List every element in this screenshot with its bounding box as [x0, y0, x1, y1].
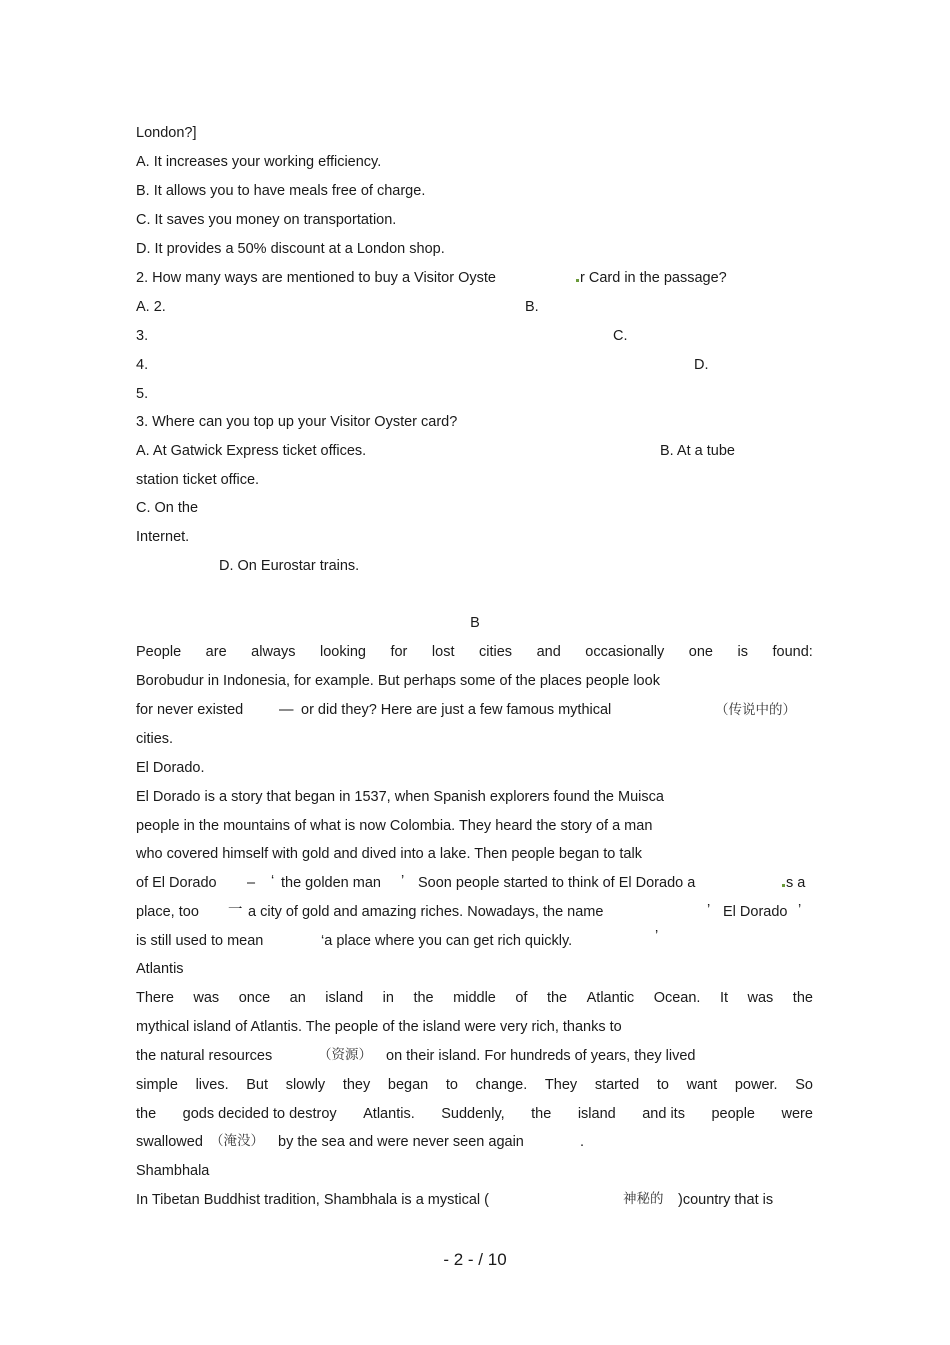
word: lives. [195, 1077, 229, 1093]
word: island [325, 990, 364, 1006]
word: the [413, 990, 434, 1006]
word: Ocean. [653, 990, 701, 1006]
atlantis-line-4 [136, 1076, 813, 1094]
annotation-mark-icon [782, 884, 785, 887]
atlantis-heading: Atlantis [136, 961, 184, 977]
q3-option-b-part1: B. At a tube [660, 443, 735, 459]
atlantis-line-1 [136, 989, 813, 1007]
word: There [136, 990, 174, 1006]
q2-option-a: A. 2. [136, 299, 166, 315]
el-dorado-line-4-dash: – [247, 875, 256, 891]
word: slowly [285, 1077, 326, 1093]
el-dorado-line-6b: ‘a place where you can get rich quickly. [321, 933, 573, 949]
atlantis-line-3-cjk: （资源） [318, 1047, 372, 1063]
el-dorado-line-4-quote-open: ‘ [271, 873, 275, 889]
shambhala-line-1b: )country that is [678, 1192, 774, 1208]
el-dorado-heading: El Dorado. [136, 760, 205, 776]
el-dorado-line-4-quote-close: ’ [401, 873, 405, 889]
atlantis-line-2: mythical island of Atlantis. The people of the island were very rich, thanks to [136, 1019, 622, 1035]
word: started [594, 1077, 640, 1093]
el-dorado-line-5-quote-open: ’ [707, 902, 711, 918]
q2-option-c-label: C. [613, 328, 628, 344]
word: Suddenly, [441, 1106, 505, 1122]
q3-option-d: D. On Eurostar trains. [219, 558, 360, 574]
el-dorado-line-3: who covered himself with gold and dived into a lake. Then people began to talk [136, 846, 642, 862]
word: an [289, 990, 306, 1006]
intro-line-3-cjk: （传说中的） [715, 702, 796, 718]
word: middle [453, 990, 496, 1006]
word: the [546, 990, 568, 1006]
q3-option-c-part1: C. On the [136, 500, 199, 516]
q3-option-b-part2: station ticket office. [136, 472, 260, 488]
q3-option-c-part2: Internet. [136, 529, 190, 545]
word: for [390, 644, 408, 660]
word: cities [479, 644, 513, 660]
word: one [688, 644, 713, 660]
el-dorado-line-4d: s a [786, 875, 806, 891]
q1-option-c: C. It saves you money on transportation. [136, 212, 397, 228]
atlantis-line-6-dot: . [580, 1134, 585, 1150]
word: People [136, 644, 182, 660]
word: island [577, 1106, 616, 1122]
word: the [136, 1106, 157, 1122]
word: and its [642, 1106, 685, 1122]
word: always [251, 644, 296, 660]
word: It [719, 990, 728, 1006]
el-dorado-line-5-dash: 一 [228, 902, 243, 918]
word: occasionally [585, 644, 665, 660]
intro-line-3a: for never existed [136, 702, 244, 718]
el-dorado-line-5-quote-close: ’ [798, 902, 802, 918]
word: So [795, 1077, 813, 1093]
atlantis-line-6a: swallowed [136, 1134, 203, 1150]
word: of [515, 990, 528, 1006]
word: is [737, 644, 748, 660]
word: they [342, 1077, 371, 1093]
atlantis-line-3a: the natural resources [136, 1048, 273, 1064]
word: power. [734, 1077, 778, 1093]
atlantis-line-5 [136, 1105, 813, 1123]
shambhala-line-1-cjk: 神秘的 [623, 1191, 664, 1207]
intro-line-2: Borobudur in Indonesia, for example. But perhaps some of the places people look [136, 673, 660, 689]
el-dorado-line-4a: of El Dorado [136, 875, 217, 891]
word: were [781, 1106, 813, 1122]
atlantis-line-6b: by the sea and were never seen again [278, 1134, 524, 1150]
word: gods decided to destroy [182, 1106, 337, 1122]
word: was [193, 990, 220, 1006]
q2-option-d-label: D. [694, 357, 709, 373]
intro-line-3-dash: — [279, 702, 294, 718]
q2-option-b-label: B. [525, 299, 539, 315]
word: to [445, 1077, 458, 1093]
section-b-title: B [470, 615, 480, 631]
q1-option-a: A. It increases your working efficiency. [136, 154, 382, 170]
el-dorado-line-2: people in the mountains of what is now Colombia. They heard the story of a man [136, 818, 653, 834]
intro-line-4: cities. [136, 731, 174, 747]
q3-question: 3. Where can you top up your Visitor Oyster card? [136, 414, 458, 430]
word: looking [320, 644, 366, 660]
word: in [382, 990, 394, 1006]
annotation-mark-icon [576, 279, 579, 282]
q2-option-d-value: 5. [136, 386, 149, 402]
word: was [747, 990, 774, 1006]
word: Atlantic [586, 990, 635, 1006]
q1-option-b: B. It allows you to have meals free of charge. [136, 183, 426, 199]
word: But [246, 1077, 269, 1093]
word: lost [431, 644, 455, 660]
word: change. [475, 1077, 528, 1093]
word: and [536, 644, 561, 660]
el-dorado-line-5c: El Dorado [723, 904, 788, 920]
word: the [531, 1106, 552, 1122]
word: people [711, 1106, 755, 1122]
q2-question-part2-wrap [576, 269, 727, 287]
word: are [205, 644, 227, 660]
el-dorado-line-6-quote: ’ [655, 928, 659, 944]
el-dorado-line-6a: is still used to mean [136, 933, 264, 949]
shambhala-heading: Shambhala [136, 1163, 210, 1179]
word: began [387, 1077, 429, 1093]
el-dorado-line-5b: a city of gold and amazing riches. Nowadays, the name [248, 904, 604, 920]
q3-option-a: A. At Gatwick Express ticket offices. [136, 443, 367, 459]
word: They [544, 1077, 578, 1093]
shambhala-line-1a: In Tibetan Buddhist tradition, Shambhala is a mystical ( [136, 1192, 490, 1208]
word: simple [136, 1077, 178, 1093]
atlantis-line-3b: on their island. For hundreds of years, they lived [386, 1048, 696, 1064]
word: want [686, 1077, 718, 1093]
word: the [792, 990, 813, 1006]
el-dorado-line-4b: the golden man [281, 875, 381, 891]
word: to [656, 1077, 669, 1093]
word: found: [772, 644, 813, 660]
intro-line-3b: or did they? Here are just a few famous mythical [301, 702, 612, 718]
el-dorado-line-5a: place, too [136, 904, 199, 920]
word: once [238, 990, 271, 1006]
q2-option-b-value: 3. [136, 328, 149, 344]
intro-line-1 [136, 643, 813, 661]
q2-option-c-value: 4. [136, 357, 149, 373]
q1-option-d: D. It provides a 50% discount at a London shop. [136, 241, 445, 257]
el-dorado-line-4d-wrap [782, 874, 805, 892]
atlantis-line-6-cjk: （淹没） [210, 1133, 264, 1149]
q2-question-part2: r Card in the passage? [580, 270, 727, 286]
el-dorado-line-4c: Soon people started to think of El Dorado a [418, 875, 696, 891]
word: Atlantis. [363, 1106, 415, 1122]
page-indicator: - 2 - / 10 [443, 1250, 507, 1269]
q2-question-part1: 2. How many ways are mentioned to buy a Visitor Oyste [136, 270, 496, 286]
el-dorado-line-1: El Dorado is a story that began in 1537, when Spanish explorers found the Muisca [136, 789, 664, 805]
q1-tail: London?] [136, 125, 197, 141]
